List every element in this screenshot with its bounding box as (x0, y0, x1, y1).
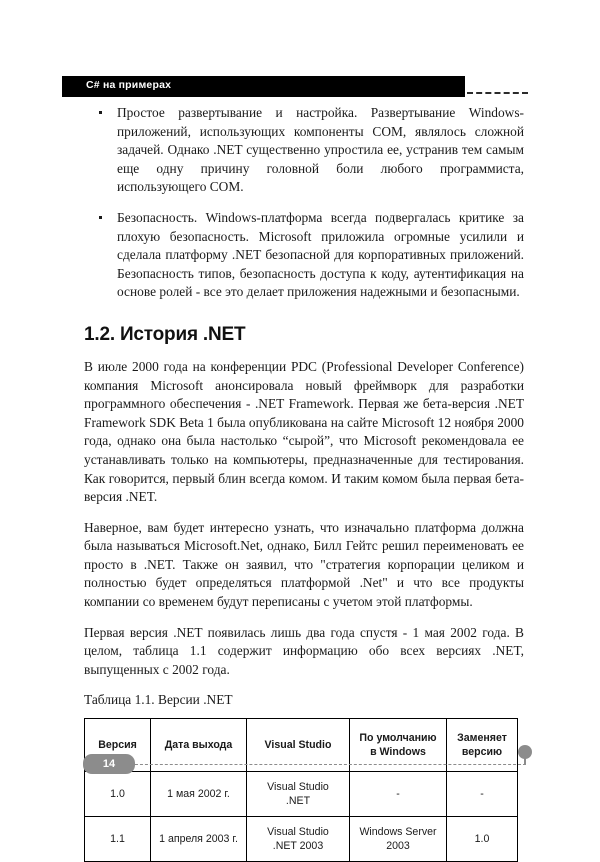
cell-line-2: 2003 (386, 840, 410, 853)
header-line-1: Заменяет (457, 732, 507, 745)
table-row (85, 817, 518, 862)
list-item (84, 104, 524, 197)
page-number-badge: 14 (83, 754, 135, 774)
feature-bullet-list (84, 104, 524, 302)
body-paragraph: Первая версия .NET появилась лишь два года спустя - 1 мая 2002 года. В целом, таблица 1.1 содержит информацию обо всех версиях .NET, выпущенных с 2002 года. (84, 624, 524, 677)
header-dashed-rule (467, 92, 528, 94)
header-line-1: По умолчанию (359, 732, 437, 745)
running-head-title: C# на примерах (86, 79, 172, 91)
header-line-2: в Windows (370, 746, 426, 759)
cell-visual-studio (247, 772, 350, 817)
running-head-band (62, 76, 465, 97)
body-paragraph: Наверное, вам будет интересно узнать, что изначально платформа должна была называться Microsoft.Net, однако, Билл Гейтс решил переименовать ее просто в .NET. Также он заявил, что "стратегия корпорации целиком и полностью будет определяться платформой .Net" и что все продукты компании со временем будут переписаны с учетом этой платформы. (84, 519, 524, 610)
list-item-text: Безопасность. Windows-платформа всегда подвергалась критике за плохую безопасность. Microsoft приложила огромные усилили и сделала платформу .NET безопасной для корпоративных приложений. Безопасность типов, безопасность доступа к коду, аутентификация на основе ролей - все это делает приложения надежными и безопасными. (117, 209, 524, 300)
header-line-1: Visual Studio (264, 739, 332, 752)
page-content (84, 104, 524, 862)
cell-version: 1.1 (85, 817, 151, 862)
header-line-2: версию (461, 746, 503, 759)
cell-line-1: Visual Studio (267, 781, 329, 794)
bullet-dot-icon (99, 216, 102, 219)
table-caption: Таблица 1.1. Версии .NET (84, 692, 233, 708)
cell-line-2: .NET (285, 795, 311, 808)
cell-release-date: 1 апреля 2003 г. (151, 817, 247, 862)
cell-version: 1.0 (85, 772, 151, 817)
list-item-text: Простое развертывание и настройка. Развертывание Windows-приложений, использующих компоненты COM, являлось сложной задачей. Однако .NET существенно упростила ее, устранив тем самым еще одну причину головной боли любого программиста, использующего COM. (117, 105, 524, 195)
cell-replaces-version: - (447, 772, 518, 817)
section-heading: 1.2. История .NET (84, 323, 246, 345)
header-line-1: Дата выхода (164, 739, 233, 752)
cell-default-in-windows (350, 817, 447, 862)
cell-line-1: Windows Server (359, 826, 437, 839)
footer-dashed-rule (130, 764, 526, 765)
header-line-1: Версия (98, 739, 137, 752)
cell-visual-studio (247, 817, 350, 862)
dotnet-versions-table (84, 718, 518, 862)
bullet-dot-icon (99, 111, 102, 114)
cell-release-date: 1 мая 2002 г. (151, 772, 247, 817)
cell-line-2: .NET 2003 (272, 840, 324, 853)
cell-default-in-windows: - (350, 772, 447, 817)
body-paragraph: В июле 2000 года на конференции PDC (Professional Developer Conference) компания Microsoft анонсировала новый фреймворк для разработки программного обеспечения - .NET Framework. Первая же бета-версия .NET Framework SDK Beta 1 была опубликована на сайте Microsoft 12 ноября 2000 года, однако она была настолько “сырой”, что Microsoft рекомендовала ее устанавливать только на компьютеры, предназначенные для тестирования. Как говорится, первый блин всегда комом. И таким комом была первая бета-версия .NET. (84, 358, 524, 505)
footer-dot-stem-ornament (524, 757, 526, 765)
list-item (84, 209, 524, 302)
table-row (85, 772, 518, 817)
cell-replaces-version: 1.0 (447, 817, 518, 862)
cell-line-1: Visual Studio (267, 826, 329, 839)
